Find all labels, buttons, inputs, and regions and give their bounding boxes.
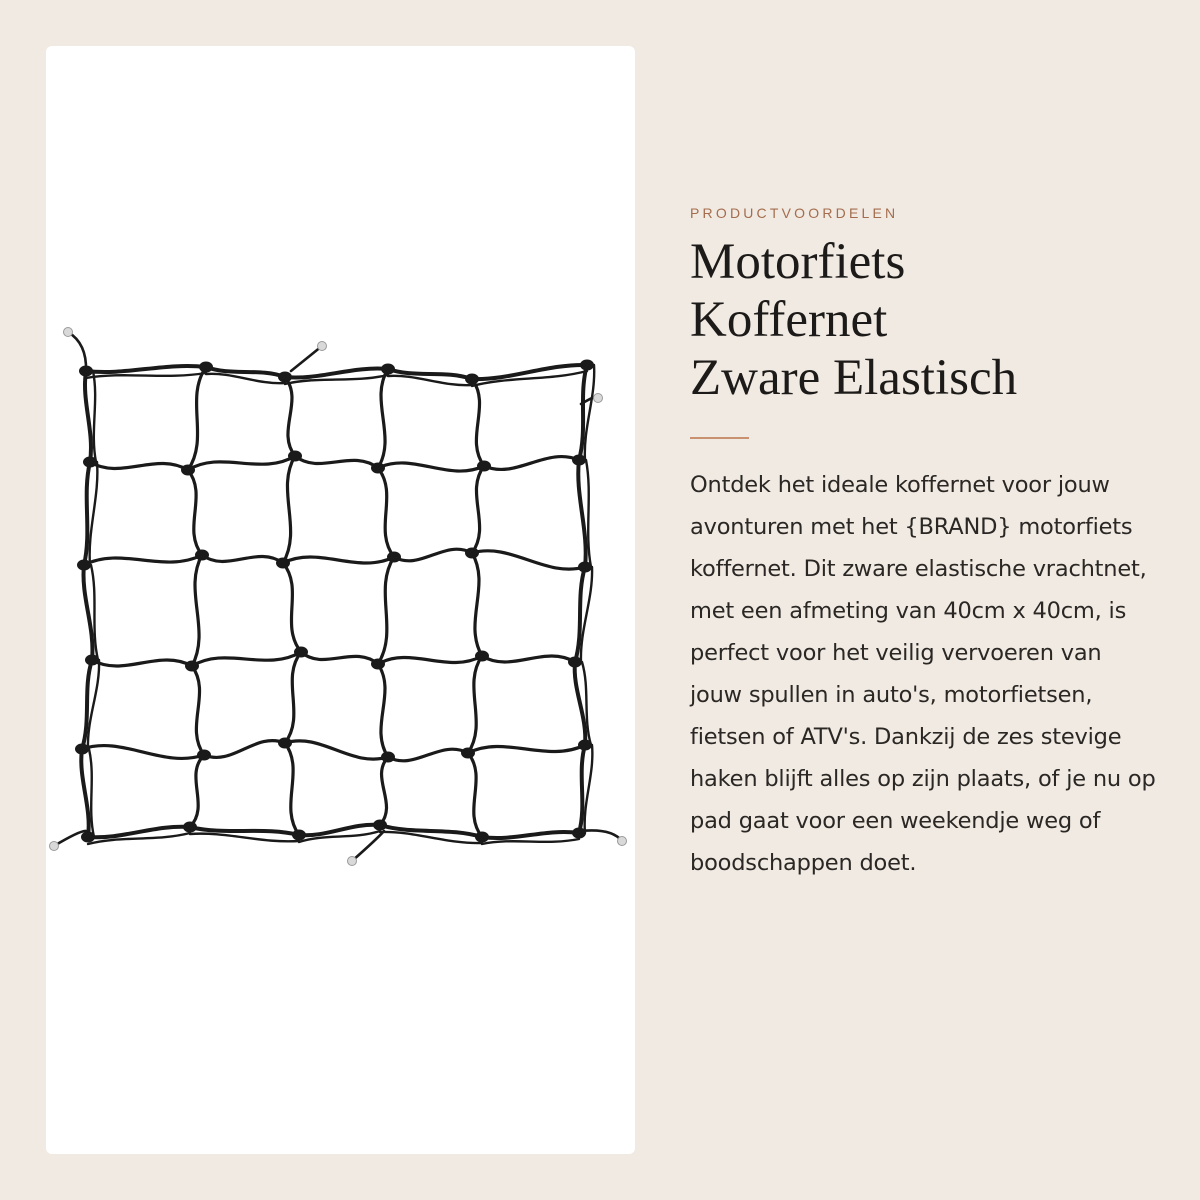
net-cord	[283, 557, 394, 563]
net-cord	[394, 549, 472, 561]
net-cord	[90, 462, 98, 565]
net-cord	[188, 470, 202, 555]
feature-text-column	[690, 203, 1160, 884]
net-cord	[301, 652, 378, 664]
net-cord	[484, 457, 579, 470]
hook-bottom-right-icon	[581, 830, 627, 845]
net-cord	[85, 371, 91, 462]
net-knot	[387, 552, 401, 563]
net-knot	[461, 748, 475, 759]
net-cord	[378, 656, 482, 664]
net-cord	[482, 656, 575, 662]
net-knot	[465, 374, 479, 385]
net-cord	[192, 666, 204, 755]
net-cord	[285, 741, 388, 759]
net-cord	[585, 365, 594, 460]
net-knot	[572, 828, 586, 839]
product-image-card	[46, 46, 635, 1154]
net-cord	[468, 745, 585, 753]
net-knot	[371, 463, 385, 474]
net-cord	[380, 825, 482, 837]
net-cord	[192, 555, 202, 666]
net-knot	[292, 830, 306, 841]
net-cord	[92, 660, 192, 666]
net-cord	[82, 660, 92, 749]
net-knot	[81, 832, 95, 843]
net-cord	[378, 664, 388, 757]
title-divider	[690, 437, 749, 439]
net-cord	[482, 832, 579, 838]
net-knot	[465, 548, 479, 559]
net-knot	[294, 647, 308, 658]
net-knot	[572, 455, 586, 466]
net-cord	[472, 365, 587, 379]
net-knot	[183, 822, 197, 833]
net-cord	[93, 371, 96, 462]
net-cord	[190, 755, 204, 827]
net-cord	[285, 377, 295, 456]
net-cord	[84, 555, 202, 565]
net-cord	[295, 456, 378, 468]
net-knot	[578, 562, 592, 573]
net-cord	[472, 551, 585, 569]
net-knot	[197, 750, 211, 761]
hook-top-left-icon	[64, 328, 87, 372]
net-cord	[86, 366, 206, 372]
net-knot	[580, 360, 594, 371]
product-description: Ontdek het ideale koffernet voor jouw avonturen met het {BRAND} motorfiets koffernet. Dit zware elastische vrachtnet, met een afmeting van 40cm x 40cm, is perfect voor het veilig vervoeren van jouw spullen in auto's, motorfietsen, fietsen of ATV's. Dankzij de zes stevige haken blijft alles op zijn plaats, of je nu op pad gaat voor een weekendje weg of boodschappen doet.	[690, 472, 1156, 876]
net-cord	[380, 757, 388, 825]
net-cord	[81, 749, 88, 837]
net-cord	[378, 468, 394, 557]
net-knot	[568, 657, 582, 668]
net-cord	[472, 553, 482, 656]
net-knot	[373, 820, 387, 831]
net-cord	[283, 563, 301, 652]
net-knot	[195, 550, 209, 561]
net-cord	[388, 749, 468, 761]
net-cord	[285, 369, 388, 378]
net-cord	[285, 652, 301, 743]
net-knot	[371, 659, 385, 670]
hook-bottom-left-icon	[50, 831, 87, 851]
net-cord	[204, 741, 285, 758]
net-cord	[472, 379, 484, 466]
net-cord	[578, 460, 585, 567]
net-knot	[199, 362, 213, 373]
hook-top-middle-icon	[291, 342, 327, 372]
net-cord	[90, 462, 188, 470]
net-knot	[475, 651, 489, 662]
net-knot	[185, 661, 199, 672]
net-cord	[82, 746, 204, 759]
bungee-cargo-net-icon	[46, 46, 635, 1154]
product-title-line-3: Zware Elastisch	[690, 350, 1018, 406]
net-knot	[85, 655, 99, 666]
net-cord	[206, 367, 285, 377]
net-cord	[378, 557, 394, 664]
net-knot	[83, 457, 97, 468]
net-knot	[75, 744, 89, 755]
product-title-line-2: Koffernet	[690, 292, 888, 348]
net-cord	[585, 745, 593, 833]
net-cord	[188, 367, 206, 470]
product-title	[690, 233, 1160, 407]
net-knot	[278, 738, 292, 749]
net-knot	[381, 752, 395, 763]
net-knot	[278, 372, 292, 383]
product-title-line-1: Motorfiets	[690, 234, 906, 290]
section-eyebrow: PRODUCTVOORDELEN	[690, 205, 899, 221]
net-cord	[575, 567, 585, 662]
net-cord	[388, 369, 472, 379]
net-cord	[202, 555, 283, 563]
net-cord	[192, 652, 301, 666]
net-cord	[285, 743, 299, 835]
net-cord	[378, 369, 388, 468]
net-knot	[381, 364, 395, 375]
net-cord	[190, 834, 299, 842]
net-knot	[77, 560, 91, 571]
net-knot	[477, 461, 491, 472]
net-cord	[472, 466, 484, 553]
net-cord	[468, 656, 482, 753]
net-cord	[84, 565, 93, 660]
net-cord	[378, 463, 484, 471]
net-cord	[468, 753, 482, 837]
net-knot	[475, 832, 489, 843]
net-knot	[578, 740, 592, 751]
net-knot	[181, 465, 195, 476]
net-knot	[276, 558, 290, 569]
net-cord	[188, 456, 295, 470]
net-knot	[288, 451, 302, 462]
net-cord	[283, 456, 295, 563]
